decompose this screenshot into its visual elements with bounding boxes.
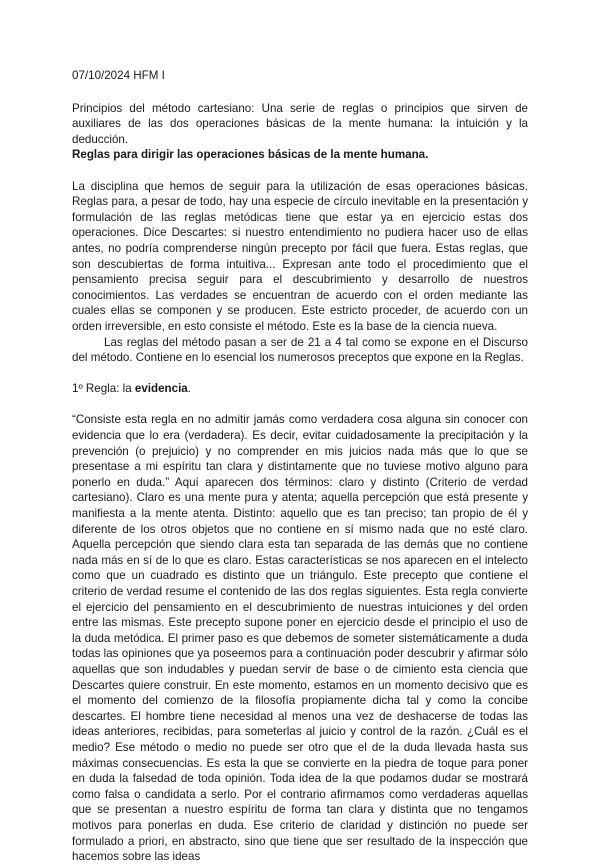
- spacer: [72, 366, 528, 382]
- rule-1-heading: [72, 381, 528, 397]
- rule-1-keyword: evidencia: [134, 382, 188, 396]
- rule-1-label: 1º Regla: la: [72, 382, 135, 396]
- section-heading: Reglas para dirigir las operaciones básicas de la mente humana.: [72, 148, 429, 162]
- spacer: [72, 397, 528, 413]
- rule-1-end: .: [187, 382, 191, 396]
- paragraph-2: Las reglas del método pasan a ser de 21 a 4 tal como se expone en el Discurso del método. Contiene en lo esencial los numerosos preceptos que expone en la Reglas.: [72, 335, 528, 365]
- date-line: 07/10/2024 HFM I: [72, 69, 165, 82]
- intro-line: Principios del método cartesiano: Una serie de reglas o principios que sirven de auxiliares de las dos operaciones básicas de la mente humana: la intuición y la deducción.: [72, 101, 528, 146]
- spacer: [72, 163, 528, 179]
- rule-1-paragraph: “Consiste esta regla en no admitir jamás como verdadera cosa alguna sin conocer con evidencia que lo era (verdadera). Es decir, evitar cuidadosamente la precipitación y la prevención (o prejuicio) y no comprender en mis juicios nada más que lo que se presentase a mi espíritu tan clara y distintamente que no tuviese motivo alguno para ponerlo en duda.” Aquí aparecen dos términos: claro y distinto (Criterio de verdad cartesiano). Claro es una mente pura y atenta; aquella percepción que está presente y manifiesta a la mente atenta. Distinto: aquello que es tan preciso; tan propio de él y diferente de los otros objetos que no contiene en sí mismo nada que no esté claro. Aquella percepción que siendo clara esta tan separada de las demás que no contiene nada más en sí de lo que es claro. Estas características se nos aparecen en el intelecto como que un cuadrado es distinto que un triángulo. Este precepto que contiene el criterio de verdad resume el contenido de las dos reglas siguientes. Esta regla convierte el ejercicio del pensamiento en el descubrimiento de nuestras intuiciones y del orden entre las mismas. Este precepto supone poner en ejercicio desde el principio el uso de la duda metódica. El primer paso es que debemos de someter sistemáticamente a duda todas las opiniones que ya poseemos para a continuación poder descubrir y afirmar sólo aquellas que son indudables y puedan servir de base o de cimiento esta ciencia que Descartes quiere construir. En este momento, estamos en un momento decisivo que es el momento del comienzo de la filosofía propiamente dicha tal y como la concibe descartes. El hombre tiene necesidad al menos una vez de deshacerse de todas las ideas anteriores, recibidas, para someterlas al juicio y control de la razón. ¿Cuál es el medio? Ese método o medio no puede ser otro que el de la duda llevada hasta sus máximas consecuencias. Es esta la que se convierte en la piedra de toque para poner en duda la falsedad de toda opinión. Toda idea de la que podamos dudar se mostrará como falsa o candidata a serlo. Por el contrario afirmamos como verdaderas aquellas que se presentan a nuestro espíritu de forma tan clara y distinta que no tengamos motivos para ponerlas en duda. Ese criterio de claridad y distinción no puede ser formulado a priori, en abstracto, sino que tiene que ser resultado de la inspección que hacemos sobre las ideas: [72, 413, 528, 864]
- paragraph-1: La disciplina que hemos de seguir para la utilización de esas operaciones básicas. Reglas para, a pesar de todo, hay una especie de círculo inevitable en la presentación y formulación de las reglas metódicas tiene que estar ya en ejercicio estas dos operaciones. Dice Descartes: si nuestro entendimiento no pudiera hacer uso de ellas antes, no podría comprenderse ningún precepto por fácil que fuera. Estas reglas, que son descubiertas de forma intuitiva... Expresan ante todo el procedimiento que el pensamiento precisa seguir para el descubrimiento y desarrollo de nuestros conocimientos. Las verdades se encuentran de acuerdo con el orden mediante las cuales ellas se componen y se producen. Este estricto proceder, de acuerdo con un orden irreversible, en esto consiste el método. Este es la base de la ciencia nueva.: [72, 179, 528, 333]
